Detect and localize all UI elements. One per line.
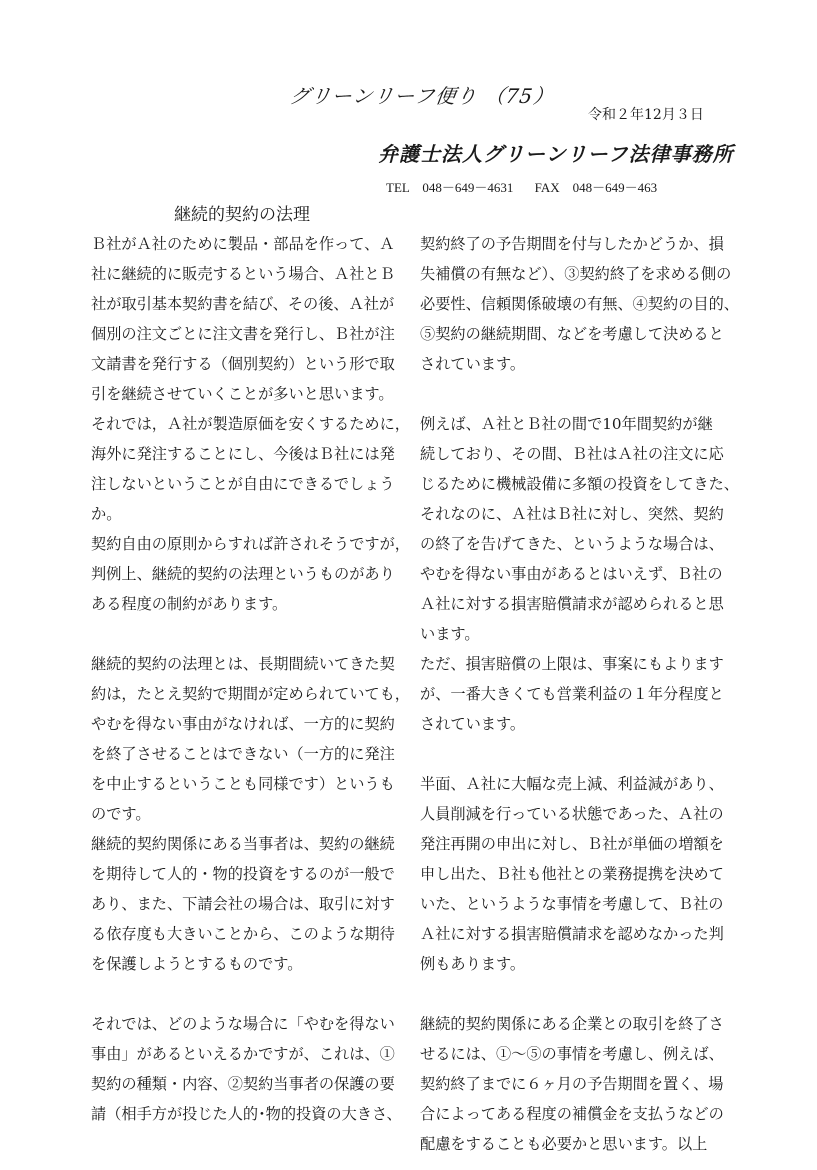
text-line: いた、というような事情を考慮して、Ｂ社の xyxy=(420,895,724,913)
text-line: 契約終了までに６ヶ月の予告期間を置く、場 xyxy=(420,1075,724,1093)
text-line: 請（相手方が投じた人的･物的投資の大きさ、 xyxy=(91,1105,402,1123)
article-right-column xyxy=(420,229,740,1159)
text-line: 海外に発注することにし、今後はＢ社には発 xyxy=(91,445,395,463)
text-line: 合によってある程度の補償金を支払うなどの xyxy=(420,1105,724,1123)
text-line: 配慮をすることも必要かと思います。以上 xyxy=(420,1135,708,1153)
text-line: 続しており、その間、Ｂ社はＡ社の注文に応 xyxy=(420,445,724,463)
text-line: を保護しようとするものです。 xyxy=(91,955,303,973)
text-line: 人員削減を行っている状態であった、Ａ社の xyxy=(420,805,724,823)
paragraph-spacer xyxy=(420,379,740,409)
text-line: それでは，Ａ社が製造原価を安くするために， xyxy=(91,415,410,433)
tel-number: TEL 048－649－4631 xyxy=(386,180,514,195)
text-line: が、一番大きくても営業利益の１年分程度と xyxy=(420,685,724,703)
text-line: を終了させることはできない（一方的に発注 xyxy=(91,745,395,763)
text-line: います。 xyxy=(420,625,480,643)
text-line: 約は，たとえ契約で期間が定められていても， xyxy=(91,685,410,703)
text-line: 個別の注文ごとに注文書を発行し、Ｂ社が注 xyxy=(91,325,395,343)
text-line: 事由」があるといえるかですが、これは、① xyxy=(91,1045,395,1063)
text-line: せるには、①～⑤の事情を考慮し、例えば、 xyxy=(420,1045,724,1063)
text-line: 継続的契約関係にある当事者は、契約の継続 xyxy=(91,835,395,853)
text-line: やむを得ない事由があるとはいえず、Ｂ社の xyxy=(420,565,723,583)
contact-line xyxy=(386,177,675,196)
issue-date: 令和２年12月３日 xyxy=(588,107,704,123)
text-line: の終了を告げてきた、というような場合は、 xyxy=(420,535,724,553)
text-line: 失補償の有無など）、③契約終了を求める側の xyxy=(420,265,732,283)
text-line: 注しないということが自由にできるでしょう xyxy=(91,475,395,493)
text-line: ただ、損害賠償の上限は、事案にもよります xyxy=(420,655,724,673)
text-line: 継続的契約の法理とは、長期間続いてきた契 xyxy=(91,655,395,673)
text-line: 文請書を発行する（個別契約）という形で取 xyxy=(91,355,395,373)
fax-number: FAX 048－649－463 xyxy=(534,180,658,195)
text-line: それでは、どのような場合に「やむを得ない xyxy=(91,1015,395,1033)
text-line: 引を継続させていくことが多いと思います。 xyxy=(91,385,394,403)
text-line: じるために機械設備に多額の投資をしてきた、 xyxy=(420,475,739,493)
text-line: 例もあります。 xyxy=(420,955,526,973)
text-line: されています。 xyxy=(420,355,526,373)
text-line: 社が取引基本契約書を結び、その後、Ａ社が xyxy=(91,295,395,313)
text-line: 半面、Ａ社に大幅な売上減、利益減があり、 xyxy=(420,775,724,793)
text-line: 必要性、信頼関係破壊の有無、④契約の目的、 xyxy=(420,295,739,313)
paragraph-spacer xyxy=(420,979,740,1009)
text-line: 契約の種類・内容、②契約当事者の保護の要 xyxy=(91,1075,395,1093)
paragraph-spacer xyxy=(91,979,409,1009)
article-left-column xyxy=(91,229,409,1129)
text-line: か。 xyxy=(91,505,122,523)
text-line: を期待して人的・物的投資をするのが一般で xyxy=(91,865,395,883)
text-line: あり、また、下請会社の場合は、取引に対す xyxy=(91,895,395,913)
text-line: 例えば、Ａ社とＢ社の間で10年間契約が継 xyxy=(420,415,713,433)
text-line: 社に継続的に販売するという場合、Ａ社とＢ xyxy=(91,265,395,283)
text-line: Ａ社に対する損害賠償請求が認められると思 xyxy=(420,595,724,613)
text-line: 契約自由の原則からすれば許されそうですが， xyxy=(91,535,410,553)
text-line: それなのに、Ａ社はＢ社に対し、突然、契約 xyxy=(420,505,724,523)
text-line: Ｂ社がＡ社のために製品・部品を作って、Ａ xyxy=(91,235,395,253)
newsletter-title: グリーンリーフ便り （75） xyxy=(288,84,556,108)
paragraph-spacer xyxy=(91,619,409,649)
text-line: されています。 xyxy=(420,715,526,733)
text-line: を中止するということも同様です）というも xyxy=(91,775,395,793)
firm-name: 弁護士法人グリーンリーフ法律事務所 xyxy=(378,142,734,166)
text-line: ある程度の制約があります。 xyxy=(91,595,288,613)
text-line: 発注再開の申出に対し、Ｂ社が単価の増額を xyxy=(420,835,724,853)
text-line: のです。 xyxy=(91,805,151,823)
text-line: る依存度も大きいことから、このような期待 xyxy=(91,925,395,943)
article-heading: 継続的契約の法理 xyxy=(174,205,310,225)
text-line: 継続的契約関係にある企業との取引を終了さ xyxy=(420,1015,724,1033)
text-line: 契約終了の予告期間を付与したかどうか、損 xyxy=(420,235,724,253)
text-line: やむを得ない事由がなければ、一方的に契約 xyxy=(91,715,395,733)
text-line: 申し出た、Ｂ社も他社との業務提携を決めて xyxy=(420,865,724,883)
paragraph-spacer xyxy=(420,739,740,769)
text-line: ⑤契約の継続期間、などを考慮して決めると xyxy=(420,325,724,343)
text-line: Ａ社に対する損害賠償請求を認めなかった判 xyxy=(420,925,724,943)
text-line: 判例上、継続的契約の法理というものがあり xyxy=(91,565,395,583)
